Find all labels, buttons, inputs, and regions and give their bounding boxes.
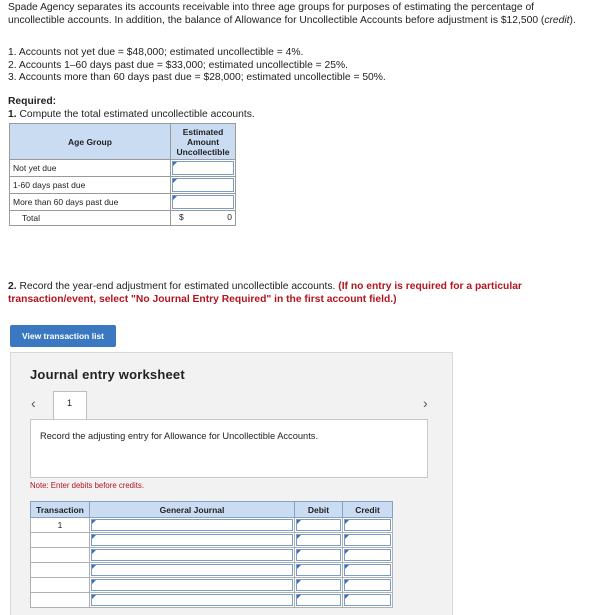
table-row <box>31 548 393 563</box>
total-value: 0 <box>227 212 232 222</box>
required-heading: Required: <box>8 96 57 107</box>
credit-input[interactable] <box>344 594 391 606</box>
total-label: Total <box>10 211 171 226</box>
credit-input[interactable] <box>344 579 391 591</box>
part2-warning: (If no entry is required for a particular transaction/event, select "No Journal Entry Required" in the first account field.) <box>8 281 522 305</box>
estimate-input-over-60-days[interactable] <box>172 195 234 209</box>
chevron-left-icon[interactable]: ‹ <box>31 395 36 411</box>
total-cell <box>171 211 236 226</box>
item-over-60-days: 3. Accounts more than 60 days past due = $28,000; estimated uncollectible = 50%. <box>8 72 386 83</box>
age-group-header: Age Group <box>10 124 171 160</box>
credit-header: Credit <box>343 502 393 518</box>
debit-header: Debit <box>295 502 343 518</box>
problem-statement: Spade Agency separates its accounts receivable into three age groups for purposes of estimating the percentage of uncollectible accounts. In addition, the balance of Allowance for Uncollectible Accounts before adjustment is $12,500 (credit). <box>8 2 576 26</box>
account-select[interactable] <box>91 564 293 576</box>
credit-input[interactable] <box>344 549 391 561</box>
general-journal-header: General Journal <box>90 502 295 518</box>
row-over-60-days: More than 60 days past due <box>10 194 171 211</box>
table-row <box>31 533 393 548</box>
transaction-header: Transaction <box>31 502 90 518</box>
credit-input[interactable] <box>344 519 391 531</box>
part1-text: Compute the total estimated uncollectible accounts. <box>16 108 255 120</box>
age-group-table <box>9 123 236 226</box>
worksheet-title: Journal entry worksheet <box>30 367 185 382</box>
estimate-input-not-yet-due[interactable] <box>172 161 234 175</box>
credit-input[interactable] <box>344 564 391 576</box>
view-transaction-list-button[interactable]: View transaction list <box>10 325 116 347</box>
debit-input[interactable] <box>296 534 341 546</box>
part2-instructions: 2. Record the year-end adjustment for estimated uncollectible accounts. (If no entry is required for a particular transaction/event, select "No Journal Entry Required" in the first account field.) <box>8 281 522 305</box>
debits-note: Note: Enter debits before credits. <box>30 481 144 490</box>
table-row <box>31 578 393 593</box>
table-row <box>31 518 393 533</box>
worksheet-instruction-box <box>30 419 428 478</box>
credit-input[interactable] <box>344 534 391 546</box>
debit-input[interactable] <box>296 519 341 531</box>
estimate-input-1-60-days[interactable] <box>172 178 234 192</box>
account-select[interactable] <box>91 579 293 591</box>
credit-word: credit <box>544 14 570 26</box>
receivable-items <box>8 47 386 85</box>
transaction-number: 1 <box>31 518 90 533</box>
account-select[interactable] <box>91 534 293 546</box>
debit-input[interactable] <box>296 594 341 606</box>
account-select[interactable] <box>91 519 293 531</box>
journal-entry-worksheet <box>10 352 453 615</box>
table-row <box>31 593 393 608</box>
row-1-60-days: 1-60 days past due <box>10 177 171 194</box>
debit-input[interactable] <box>296 564 341 576</box>
row-not-yet-due: Not yet due <box>10 160 171 177</box>
debit-input[interactable] <box>296 579 341 591</box>
account-select[interactable] <box>91 549 293 561</box>
item-1-60-days: 2. Accounts 1–60 days past due = $33,000; estimated uncollectible = 25%. <box>8 59 349 71</box>
account-select[interactable] <box>91 594 293 606</box>
journal-table <box>30 501 393 608</box>
total-currency: $ <box>179 212 184 222</box>
table-row <box>31 563 393 578</box>
item-not-yet-due: 1. Accounts not yet due = $48,000; estimated uncollectible = 4%. <box>8 47 304 58</box>
debit-input[interactable] <box>296 549 341 561</box>
estimated-header: Estimated Amount Uncollectible <box>171 124 236 160</box>
chevron-right-icon[interactable]: › <box>423 395 428 411</box>
worksheet-instruction: Record the adjusting entry for Allowance for Uncollectible Accounts. <box>40 431 319 441</box>
required-section: Required: 1. Compute the total estimated uncollectible accounts. <box>8 96 255 120</box>
worksheet-page-tab[interactable]: 1 <box>53 391 87 419</box>
